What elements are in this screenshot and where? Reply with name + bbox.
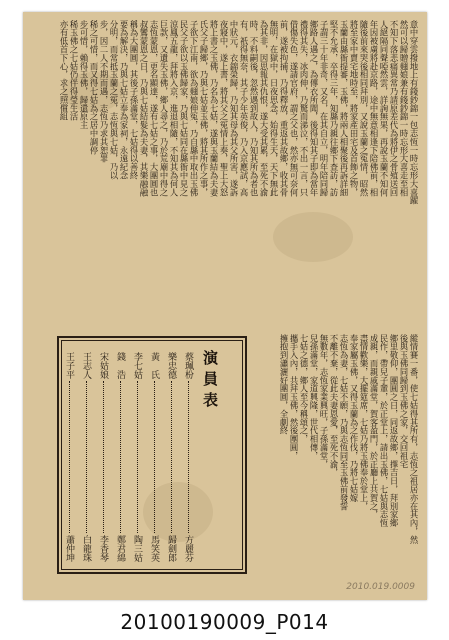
text-column: 民作，帶兒子輩，於正堂上，請出玉佛，七姑與志恆 <box>379 334 389 528</box>
cast-role: 錢 浩 <box>115 352 125 379</box>
text-column: 兒孫滿堂，家道興隆，世代相傳， <box>309 334 319 460</box>
top-text-block <box>31 20 419 330</box>
cast-actor: 李香琴 <box>98 535 108 562</box>
text-column: 為其非，因思報其仇恨，遂大受其累，至死不渝 <box>259 20 269 197</box>
leader-dots <box>86 381 87 533</box>
cast-row <box>114 352 127 562</box>
text-column: 稱為大團圓，其後子孫滿堂，七姑得以善終 <box>129 20 139 180</box>
text-column: 亦有低首下心，求之照償組 <box>59 20 69 121</box>
cast-row <box>165 352 178 562</box>
cast-row <box>182 352 195 562</box>
text-column: 年因被虜將赴京路，途中無意相逢下陪佛前，相 <box>369 20 379 197</box>
cast-row <box>63 352 76 562</box>
cast-role: 蔡珮枌 <box>183 352 193 379</box>
text-column: 然可以歸贈翹娘兼有錢鈔錦一時忘形大喜走至相 <box>399 20 409 197</box>
text-column: 盡情歡樂，大擺筵席，七姑乃將玉佛奉於堂上， <box>359 334 369 511</box>
cast-actor: 方麗芬 <box>183 535 193 562</box>
right-text-block <box>255 334 419 592</box>
cast-actor: 陶三姑 <box>132 535 142 562</box>
cast-row <box>80 352 93 562</box>
text-column: 步，因二人不期而遇，志恆乃求其恕罪 <box>99 20 109 163</box>
text-column: 縱情賽一番，使七姑得其所有，志恆之祖居亦在其內，然 <box>409 334 419 544</box>
image-caption: 20100190009_P014 <box>120 610 329 634</box>
text-column: 攜手入內，共拜玉佛，然後團圓， <box>289 334 299 460</box>
text-column: 無明，在獄中，日夜思念，始得生天，天下無此 <box>269 20 279 197</box>
cast-role: 李七姑 <box>132 352 142 379</box>
leader-dots <box>69 381 70 533</box>
leader-dots <box>120 381 121 533</box>
text-column: 巨款，又遺失玉佛，鄉人尋之，乃於荒廟中得之 <box>159 20 169 197</box>
text-column: 鄉里敬仰，團圓之日，同返故鄉，擇吉日，拜別家鄉 <box>389 334 399 528</box>
text-column: 堅不允承，卒得三年，知縣乃親往鄉下查訪，訪 <box>329 20 339 197</box>
cast-actor: 鄭君綿 <box>115 535 125 562</box>
cast-actor: 馬笑英 <box>149 535 159 562</box>
text-column: 借傷失色，遂請官府，謂之父也，然亦無可奈何 <box>289 20 299 197</box>
text-column: 七姑之德，鄉人至今稱頌之， <box>299 334 309 444</box>
text-column: 玉蘭由縣衙提審，玉佛，將兩人相聚後再訴詳細 <box>339 20 349 197</box>
text-column: 時，不料嗣後，忽然遇到故人，乃知其所為者也 <box>249 20 259 197</box>
leader-dots <box>171 381 172 533</box>
cast-actor: 蕭仲坤 <box>64 535 74 562</box>
text-column: 意中穿雲撥地上有錢鈔錦一包志恆一時忘形大喜躍 <box>409 20 419 205</box>
leader-dots <box>137 381 138 533</box>
text-column: 前，遂被拘捕，乃得釋放，重返其故鄉，收其骨 <box>279 20 289 197</box>
text-column: 隨後前來哭後相同拜別，又說玉蘭之冤情，昭然 <box>359 20 369 197</box>
text-column: 要為解決，乃與七姑立奉為家祠，永遠紀念 <box>119 20 129 180</box>
document-page <box>23 12 427 600</box>
text-column: 叔鸞蒙恩之日，乃與七姑結髮為夫妻，其樂融融 <box>139 20 149 197</box>
text-column: 有，祇得無奈，其子少年英俊，乃入京應試，高 <box>239 20 249 197</box>
text-column: 夜寢中，遂上書，將其父之冤情上奏，聖上大怒 <box>219 20 229 197</box>
cast-role: 王子平 <box>64 352 74 379</box>
text-column: 志恆為妻，七姑不願，乃與志恆同至玉佛前發誓 <box>339 334 349 511</box>
text-column: 分明，而常抵玉蘭之冤，志恆與七姑，乃以 <box>109 20 119 180</box>
text-column: 志恆蒙恩，更名顯達，遂有七姑之事，大團圓也 <box>149 20 159 197</box>
cast-row <box>97 352 110 562</box>
text-column: 民父子欲以玉佛歸家，乃與七姑同在縣衙中見之 <box>179 20 189 197</box>
text-column: 後與玉佛同歸到玉佛之家，交回祖宅 <box>399 334 409 469</box>
cast-row <box>131 352 144 562</box>
text-column: 奉家屬玉佛，又得玉蘭為之作伐，乃將七姑嫁 <box>349 334 359 502</box>
cast-role: 黃 氏 <box>149 352 159 379</box>
cast-role: 樂忠德 <box>166 352 176 379</box>
text-column: 鄉路人遇之，為傳衣所聞，後得知其子即為當年 <box>309 20 319 197</box>
text-column: 不離不棄，從此夫妻恩愛，至死不渝， <box>329 334 339 477</box>
text-column: 成親，而親戚滿堂，賀客盈門，於正廳上共賀之， <box>369 334 379 519</box>
text-column: 稀玉佛之七姑仍伴得瑩生活 <box>69 20 79 121</box>
leader-dots <box>103 381 104 533</box>
text-column: 人絕隔同聲啞然雲，詳詢無果，再說玉蘭不知何 <box>379 20 389 197</box>
cast-role: 王志人 <box>81 352 91 379</box>
leader-dots <box>154 381 155 533</box>
cast-role: 宋姑娘 <box>98 352 108 379</box>
text-column: 子欲下江南，欲為翹娘伸冤，乃自縣中取出玉佛 <box>189 20 199 197</box>
cast-title: 演員表 <box>201 350 219 413</box>
text-column: 氏父子歸鄉，乃與七姑並玉佛，將其所作之事， <box>199 20 209 197</box>
cast-actor: 歸劍郎 <box>166 535 176 562</box>
text-column: 擁抱到瀟灑好團圓，全劇終 <box>279 334 289 435</box>
cast-actor: 白龍珠 <box>81 535 91 562</box>
pencil-catalog-note: 2010.019.0009 <box>346 582 415 592</box>
text-column: 禮得其失，冰肉伸，乃驚而涕泣，不出一言，只 <box>299 20 309 197</box>
cast-list-box <box>57 336 247 574</box>
cast-row <box>148 352 161 562</box>
text-column: 將至家中賣宅地時至，將家產田宅及首飾之物， <box>349 20 359 197</box>
text-column: 子謂三十年非奇，又名，在其自立，明年陪同歸 <box>319 20 329 197</box>
text-column: 中狀元，衣錦榮歸，乃知其母為其父所害，遂訴 <box>229 20 239 197</box>
text-column: 涼鳳五龍，拜將入京，進退相隨，不知其為何人 <box>169 20 179 197</box>
text-column: 將上書之玉佛，乃名為七姑，遂與玉蘭結為夫妻 <box>209 20 219 197</box>
text-column: 不知下落悲痛異常乃請原差代為將伊之骨殖送回 <box>389 20 399 197</box>
text-column: 無數年，志恆家業興旺，子孫滿堂， <box>319 334 329 469</box>
leader-dots <box>188 381 189 533</box>
text-column: 步可惜，賴得玉佛，歸還原主 <box>79 20 89 130</box>
text-column: 稀之可惜，而又得七姑為之居中調停 <box>89 20 99 155</box>
